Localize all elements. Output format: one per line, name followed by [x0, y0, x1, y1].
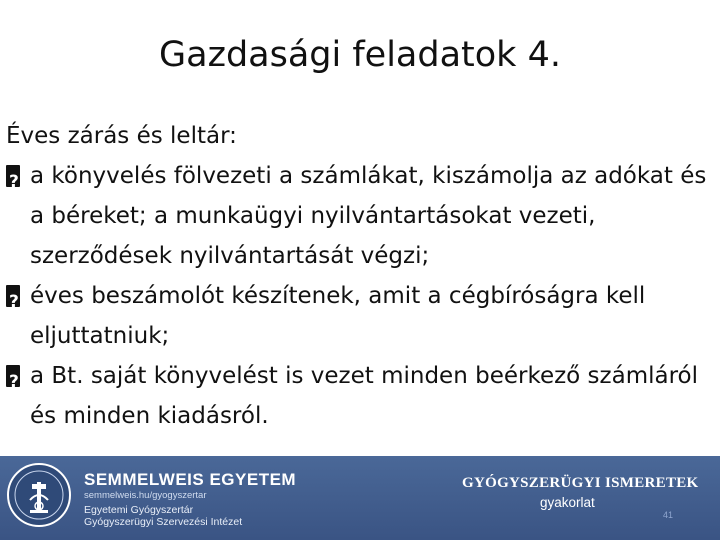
missing-glyph-icon: [6, 285, 20, 307]
bullet-text: éves beszámolót készítenek, amit a cégbíróságra kell eljuttatniuk;: [30, 283, 646, 349]
missing-glyph-icon: [6, 365, 20, 387]
course-title: GYÓGYSZERÜGYI ISMERETEK: [462, 475, 699, 491]
slide-title: Gazdasági feladatok 4.: [159, 35, 561, 75]
section-heading: Éves zárás és leltár:: [6, 123, 237, 149]
website-link[interactable]: semmelweis.hu/gyogyszertar: [84, 490, 207, 501]
page-number: 41: [663, 510, 674, 520]
bullet-item: [6, 276, 716, 356]
department-info: [84, 490, 242, 528]
bullet-item: [6, 156, 716, 276]
course-subtitle: gyakorlat: [540, 495, 595, 510]
bullet-item: [6, 356, 716, 436]
slide-body: [6, 116, 716, 436]
footer-band: [0, 456, 720, 540]
university-seal-icon: [4, 460, 74, 530]
department-line: Gyógyszerügyi Szervezési Intézet: [84, 516, 243, 528]
bullet-text: a könyvelés fölvezeti a számlákat, kiszámolja az adókat és a béreket; a munkaügyi nyilvántartásokat vezeti, szerződések nyilvántartását végzi;: [30, 163, 707, 269]
university-name: SEMMELWEIS EGYETEM: [84, 470, 297, 489]
department-line: Egyetemi Gyógyszertár: [84, 504, 194, 516]
bullet-text: a Bt. saját könyvelést is vezet minden beérkező számláról és minden kiadásról.: [30, 363, 699, 429]
missing-glyph-icon: [6, 165, 20, 187]
